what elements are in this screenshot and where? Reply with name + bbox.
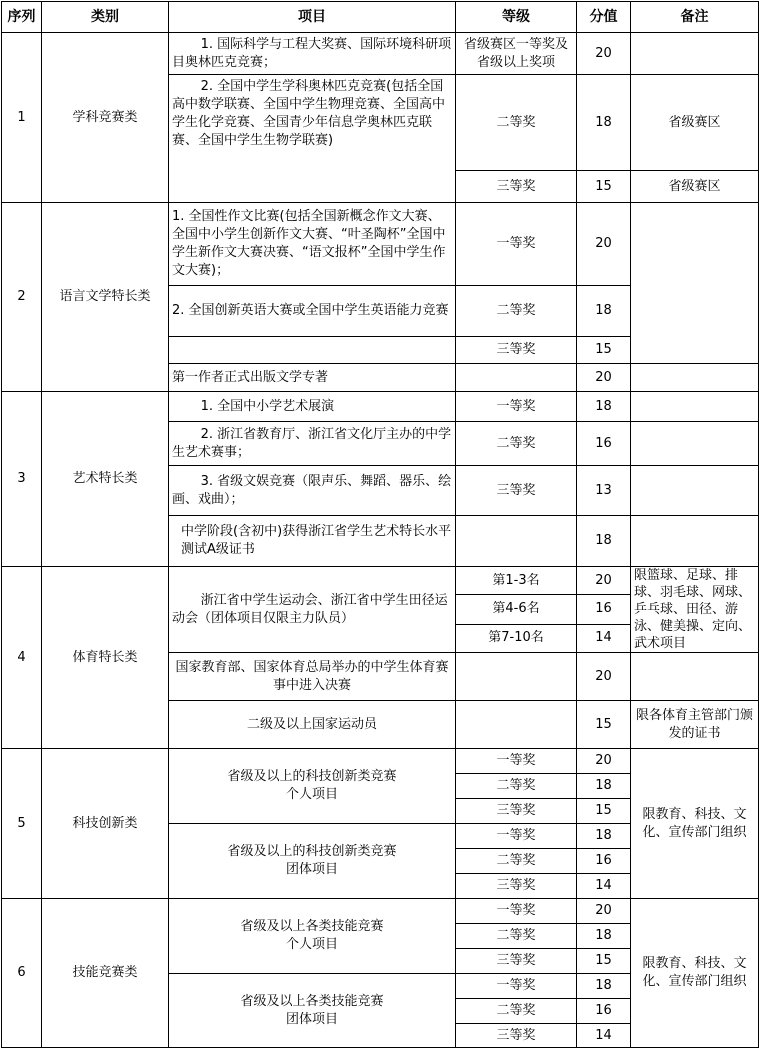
remark-cell (631, 364, 759, 392)
level-cell: 三等奖 (456, 337, 577, 364)
category-cell: 艺术特长类 (42, 392, 169, 567)
score-cell: 18 (577, 286, 631, 337)
level-cell: 第4-6名 (456, 595, 577, 624)
score-cell: 13 (577, 466, 631, 516)
score-cell: 20 (577, 364, 631, 392)
score-cell: 18 (577, 75, 631, 171)
level-cell: 二等奖 (456, 286, 577, 337)
score-cell: 16 (577, 595, 631, 624)
item-cell (169, 749, 456, 824)
score-cell: 16 (577, 422, 631, 466)
item-cell: 1. 全国中小学艺术展演 (169, 392, 456, 422)
category-cell: 体育特长类 (42, 567, 169, 749)
item-line: 省级及以上的科技创新类竞赛 (227, 769, 397, 784)
remark-cell (631, 516, 759, 567)
score-cell: 18 (577, 392, 631, 422)
score-cell: 18 (577, 774, 631, 799)
item-cell: 1. 全国性作文比赛(包括全国新概念作文大赛、全国中小学生创新作文大赛、“叶圣陶杯”全国中学生新作文大赛决赛、“语文报杯”全国中学生作文大赛)； (169, 203, 456, 286)
item-cell: 1. 国际科学与工程大奖赛、国际环境科研项目奥林匹克竞赛； (169, 33, 456, 75)
item-line: 团体项目 (285, 1011, 338, 1027)
level-cell (456, 701, 577, 749)
level-cell (456, 653, 577, 701)
table-row (2, 749, 759, 774)
level-cell: 一等奖 (456, 899, 577, 924)
level-cell: 一等奖 (456, 824, 577, 849)
remark-cell (631, 392, 759, 422)
score-cell: 18 (577, 974, 631, 999)
item-cell: 浙江省中学生运动会、浙江省中学生田径运动会（团体项目仅限主力队员） (169, 567, 456, 653)
level-cell (456, 364, 577, 392)
score-cell: 20 (577, 749, 631, 774)
item-line: 个人项目 (285, 937, 338, 952)
score-cell: 20 (577, 899, 631, 924)
category-cell: 语言文学特长类 (42, 203, 169, 392)
table-row (2, 203, 759, 286)
item-cell: 2. 浙江省教育厅、浙江省文化厅主办的中学生艺术赛事； (169, 422, 456, 466)
item-cell: 2. 全国创新英语大赛或全国中学生英语能力竞赛 (169, 286, 456, 337)
level-cell: 二等奖 (456, 849, 577, 874)
item-line: 省级及以上的科技创新类竞赛 (227, 844, 397, 859)
score-cell: 18 (577, 516, 631, 567)
category-cell: 技能竞赛类 (42, 899, 169, 1048)
score-cell: 14 (577, 624, 631, 652)
remark-cell (631, 422, 759, 466)
item-line: 省级及以上各类技能竞赛 (240, 919, 384, 934)
score-cell: 20 (577, 653, 631, 701)
remark-cell: 限各体育主管部门颁发的证书 (631, 701, 759, 749)
header-row (2, 2, 759, 33)
level-cell: 二等奖 (456, 75, 577, 171)
score-cell: 15 (577, 949, 631, 974)
score-cell: 15 (577, 171, 631, 203)
score-cell: 20 (577, 567, 631, 595)
score-cell: 20 (577, 33, 631, 75)
level-cell: 三等奖 (456, 1024, 577, 1048)
score-cell: 15 (577, 337, 631, 364)
seq-cell: 3 (2, 392, 42, 567)
seq-cell: 6 (2, 899, 42, 1048)
level-cell: 一等奖 (456, 974, 577, 999)
level-cell: 三等奖 (456, 466, 577, 516)
remark-cell (631, 466, 759, 516)
remark-cell: 省级赛区 (631, 171, 759, 203)
header-seq: 序列 (2, 2, 42, 33)
seq-cell: 1 (2, 33, 42, 203)
header-level: 等级 (456, 2, 577, 33)
score-cell: 15 (577, 799, 631, 824)
remark-cell: 限篮球、足球、排球、羽毛球、网球、乒乓球、田径、游泳、健美操、定向、武术项目 (631, 567, 759, 653)
level-cell: 二等奖 (456, 774, 577, 799)
item-cell (169, 824, 456, 899)
item-cell (169, 899, 456, 974)
header-item: 项目 (169, 2, 456, 33)
remark-cell: 限教育、科技、文化、宣传部门组织 (631, 749, 759, 899)
level-cell: 一等奖 (456, 392, 577, 422)
score-cell: 16 (577, 999, 631, 1024)
seq-cell: 5 (2, 749, 42, 899)
seq-cell: 4 (2, 567, 42, 749)
level-cell (456, 516, 577, 567)
level-cell: 二等奖 (456, 999, 577, 1024)
item-cell: 第一作者正式出版文学专著 (169, 364, 456, 392)
level-cell: 三等奖 (456, 799, 577, 824)
item-cell: 3. 省级文娱竞赛（限声乐、舞蹈、器乐、绘画、戏曲）； (169, 466, 456, 516)
remark-cell: 限教育、科技、文化、宣传部门组织 (631, 899, 759, 1048)
item-line: 团体项目 (285, 862, 338, 877)
level-cell: 三等奖 (456, 171, 577, 203)
score-table (1, 1, 759, 1048)
category-cell: 科技创新类 (42, 749, 169, 899)
level-cell: 三等奖 (456, 949, 577, 974)
table-row (2, 33, 759, 75)
seq-cell: 2 (2, 203, 42, 392)
level-cell: 二等奖 (456, 924, 577, 949)
score-cell: 20 (577, 203, 631, 286)
item-cell: 国家教育部、国家体育总局举办的中学生体育赛事中进入决赛 (169, 653, 456, 701)
item-cell: 2. 全国中学生学科奥林匹克竞赛(包括全国高中数学联赛、全国中学生物理竞赛、全国高中学生化学竞赛、全国青少年信息学奥林匹克联赛、全国中学生生物学联赛) (169, 75, 456, 203)
category-cell: 学科竞赛类 (42, 33, 169, 203)
table-row (2, 567, 759, 595)
item-cell: 中学阶段(含初中)获得浙江省学生艺术特长水平测试A级证书 (169, 516, 456, 567)
item-cell (169, 974, 456, 1048)
remark-cell (631, 653, 759, 701)
header-remark: 备注 (631, 2, 759, 33)
level-cell: 第7-10名 (456, 624, 577, 652)
level-cell: 省级赛区一等奖及省级以上奖项 (456, 33, 577, 75)
header-score: 分值 (577, 2, 631, 33)
item-cell (169, 337, 456, 364)
item-cell: 二级及以上国家运动员 (169, 701, 456, 749)
level-cell: 第1-3名 (456, 567, 577, 595)
remark-cell: 省级赛区 (631, 75, 759, 171)
remark-cell (631, 203, 759, 364)
score-cell: 14 (577, 1024, 631, 1048)
level-cell: 二等奖 (456, 422, 577, 466)
score-cell: 18 (577, 924, 631, 949)
level-cell: 三等奖 (456, 874, 577, 899)
remark-cell (631, 33, 759, 75)
table-row (2, 899, 759, 924)
score-cell: 14 (577, 874, 631, 899)
score-cell: 18 (577, 824, 631, 849)
item-line: 个人项目 (285, 787, 338, 802)
level-cell: 一等奖 (456, 749, 577, 774)
score-cell: 15 (577, 701, 631, 749)
header-category: 类别 (42, 2, 169, 33)
table-row (2, 392, 759, 422)
item-line: 省级及以上各类技能竞赛 (240, 993, 384, 1009)
level-cell: 一等奖 (456, 203, 577, 286)
score-cell: 16 (577, 849, 631, 874)
